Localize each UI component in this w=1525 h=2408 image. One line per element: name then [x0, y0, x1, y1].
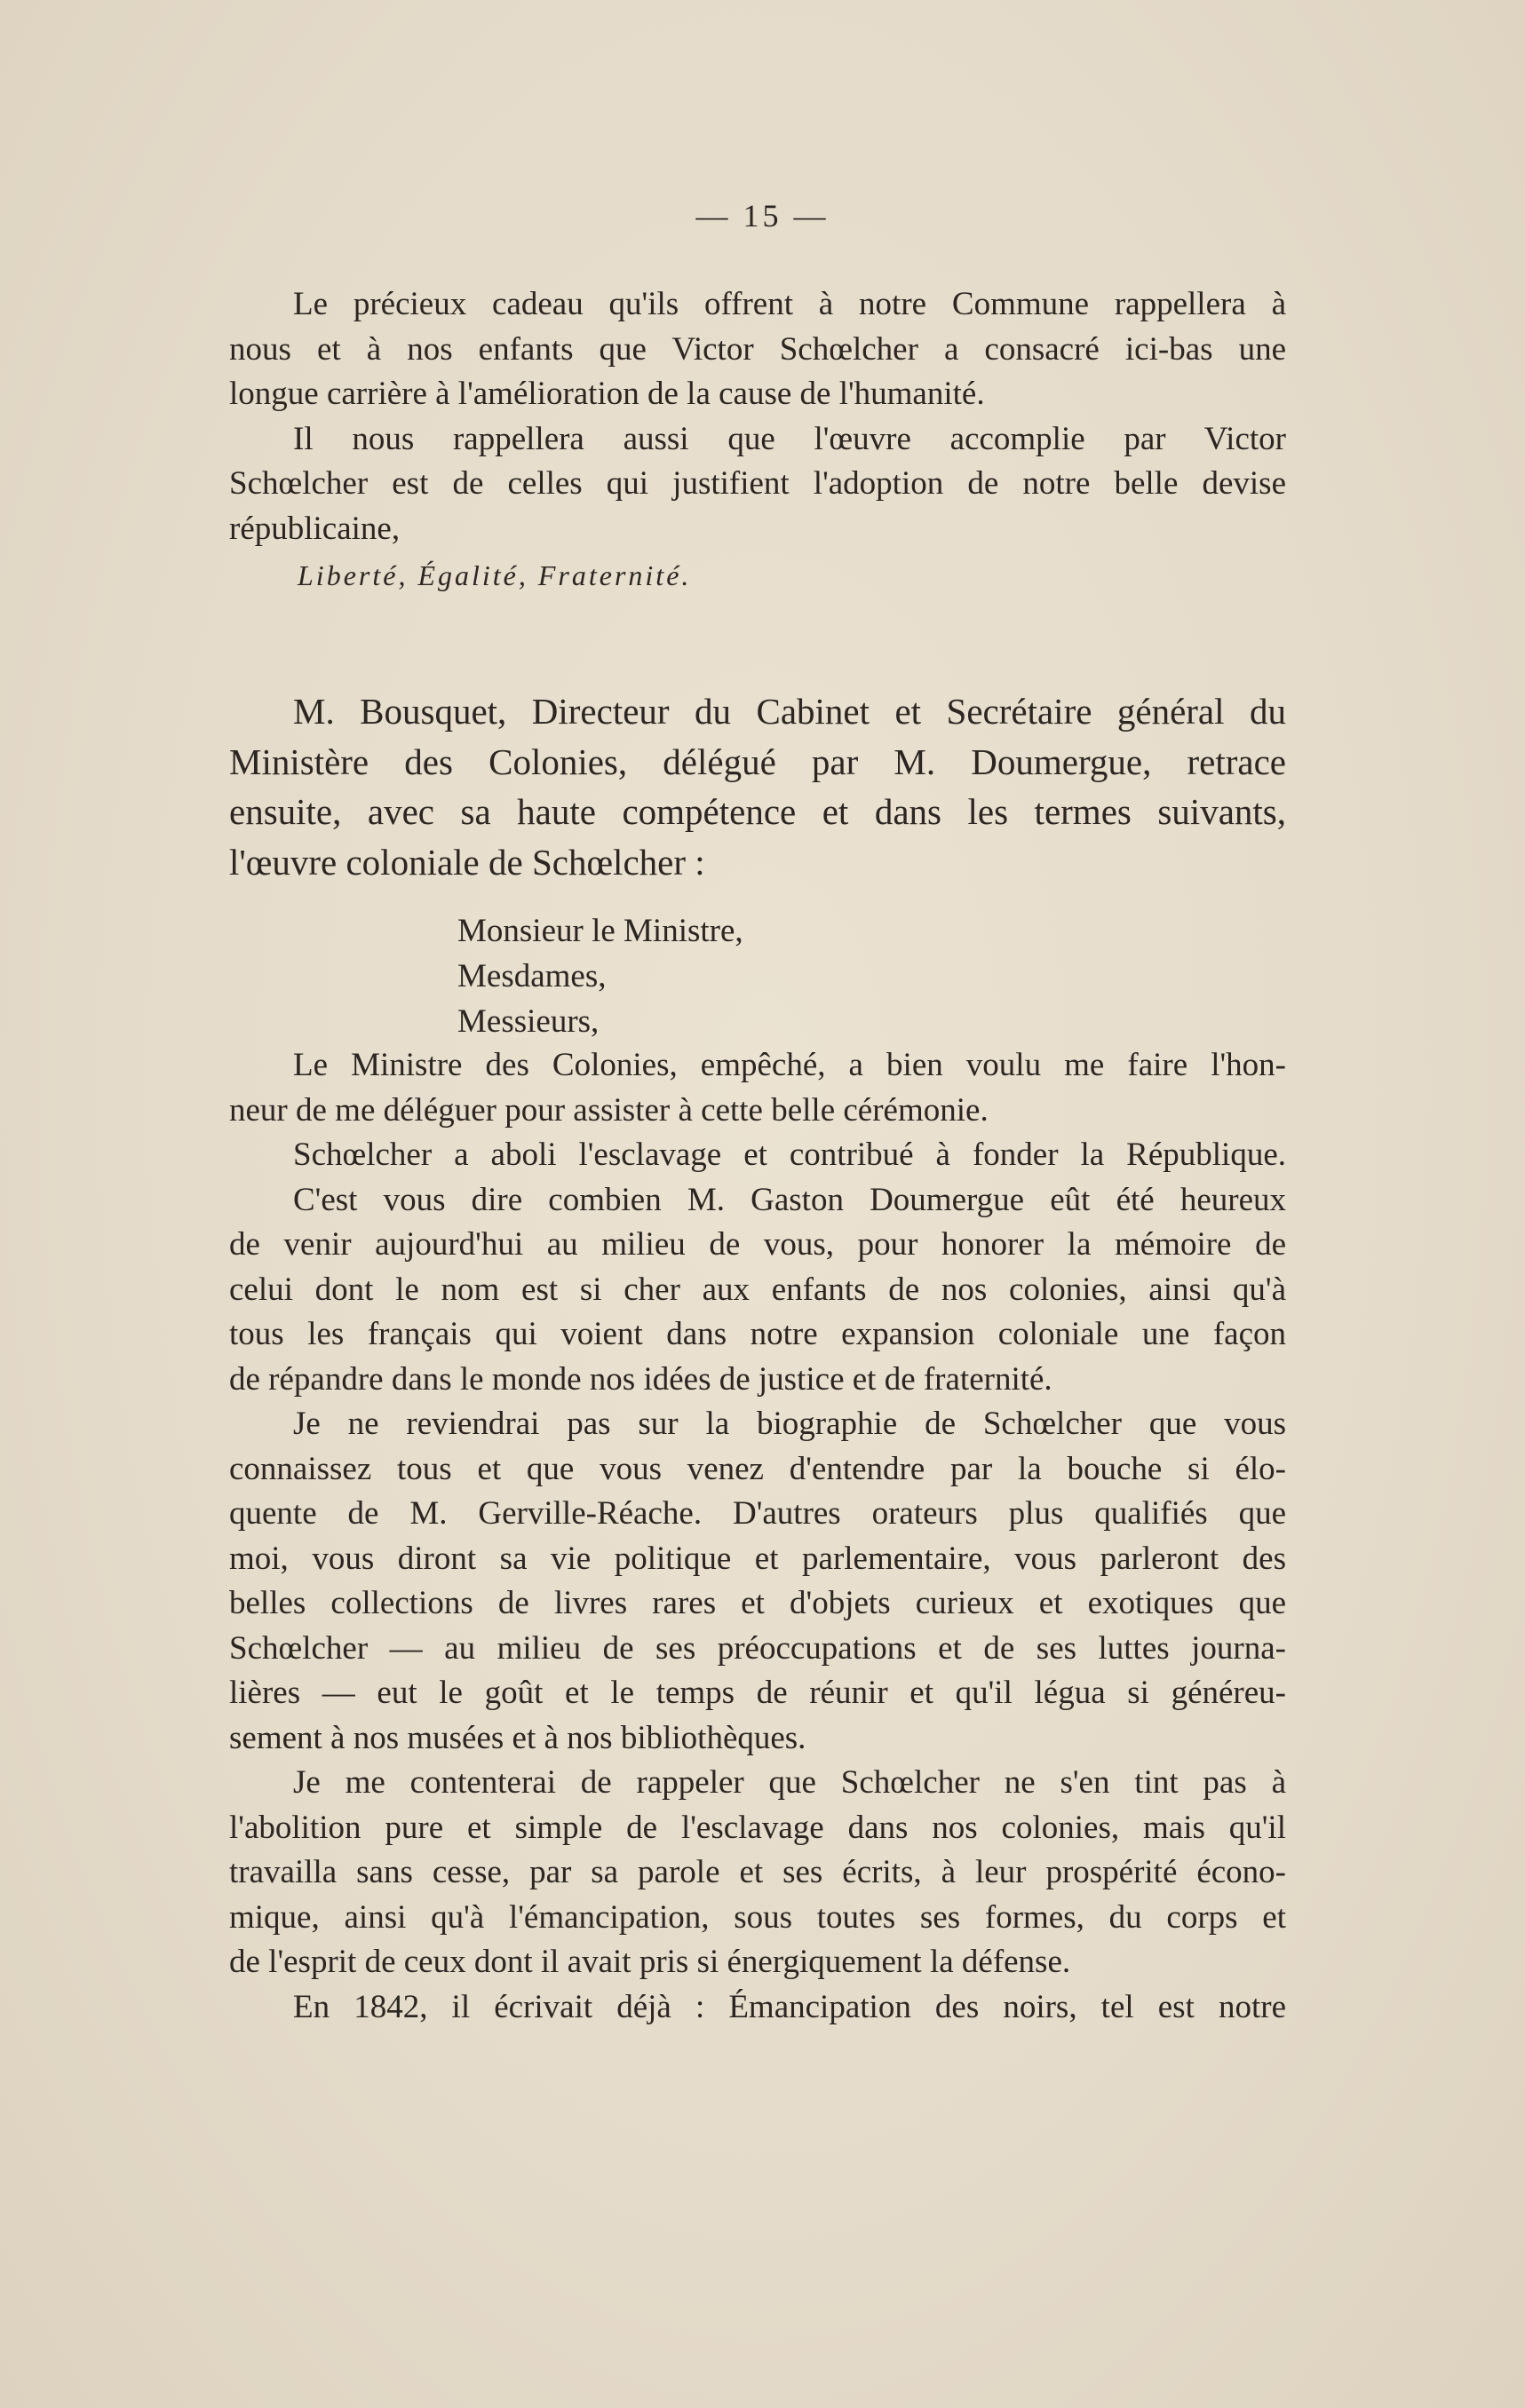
text-line: quente de M. Gerville-Réache. D'autres orateurs plus qualifiés que [229, 1495, 1286, 1532]
text-line: Schœlcher a aboli l'esclavage et contribué à fonder la République. [293, 1137, 1286, 1173]
text-line: Ministère des Colonies, délégué par M. Doumergue, retrace [229, 741, 1286, 782]
text-line: sement à nos musées et à nos bibliothèques. [229, 1719, 806, 1756]
text-line: Je me contenterai de rappeler que Schœlcher ne s'en tint pas à [293, 1764, 1286, 1801]
text-line: En 1842, il écrivait déjà : Émancipation des noirs, tel est notre [293, 1988, 1286, 2025]
page-number: — 15 — [695, 198, 830, 234]
text-line: Le Ministre des Colonies, empêché, a bien voulu me faire l'hon- [293, 1047, 1286, 1083]
text-line: l'abolition pure et simple de l'esclavage dans nos colonies, mais qu'il [229, 1809, 1286, 1846]
paragraph-1 [229, 282, 1286, 417]
text-line: Il nous rappellera aussi que l'œuvre accomplie par Victor [293, 420, 1286, 457]
text-line: belles collections de livres rares et d'objets curieux et exotiques que [229, 1585, 1286, 1621]
text-line: longue carrière à l'amélioration de la cause de l'humanité. [229, 376, 985, 412]
republican-motto: Liberté, Égalité, Fraternité. [298, 559, 692, 591]
text-line: ensuite, avec sa haute compétence et dans les termes suivants, [229, 791, 1286, 832]
intro-paragraph [229, 686, 1286, 887]
salutation [457, 908, 743, 1044]
salutation-line: Messieurs, [457, 1003, 600, 1040]
text-line: de l'esprit de ceux dont il avait pris si énergiquement la défense. [229, 1944, 1071, 1980]
motto [226, 553, 1283, 598]
paragraph-2 [229, 417, 1286, 552]
salutation-line: Monsieur le Ministre, [457, 913, 743, 949]
text-line: de venir aujourd'hui au milieu de vous, pour honorer la mémoire de [229, 1226, 1286, 1263]
text-line: C'est vous dire combien M. Gaston Doumergue eût été heureux [293, 1181, 1286, 1218]
text-line: républicaine, [229, 510, 401, 547]
speech-body [229, 1043, 1286, 2030]
text-line: tous les français qui voient dans notre expansion coloniale une façon [229, 1316, 1286, 1352]
text-line: travailla sans cesse, par sa parole et ses écrits, à leur prospérité écono- [229, 1854, 1286, 1890]
text-line: celui dont le nom est si cher aux enfants de nos colonies, ainsi qu'à [229, 1271, 1286, 1308]
salutation-line: Mesdames, [457, 958, 607, 994]
text-line: lières — eut le goût et le temps de réunir et qu'il légua si généreu- [229, 1675, 1286, 1711]
text-line: M. Bousquet, Directeur du Cabinet et Secrétaire général du [293, 691, 1286, 732]
text-line: Le précieux cadeau qu'ils offrent à notre Commune rappellera à [293, 286, 1286, 322]
text-line: Schœlcher — au milieu de ses préoccupations et de ses luttes journa- [229, 1629, 1286, 1667]
text-line: l'œuvre coloniale de Schœlcher : [229, 841, 705, 883]
text-line: Schœlcher est de celles qui justifient l'adoption de notre belle devise [229, 465, 1286, 502]
text-line: moi, vous diront sa vie politique et parlementaire, vous parleront des [229, 1540, 1286, 1577]
text-line: Je ne reviendrai pas sur la biographie de Schœlcher que vous [293, 1406, 1286, 1442]
text-line: mique, ainsi qu'à l'émancipation, sous toutes ses formes, du corps et [229, 1898, 1286, 1936]
text-line: connaissez tous et que vous venez d'entendre par la bouche si élo- [229, 1450, 1286, 1487]
text-line: nous et à nos enfants que Victor Schœlcher a consacré ici-bas une [229, 330, 1286, 368]
text-line: de répandre dans le monde nos idées de justice et de fraternité. [229, 1360, 1052, 1398]
text-line: neur de me déléguer pour assister à cette belle cérémonie. [229, 1091, 989, 1129]
